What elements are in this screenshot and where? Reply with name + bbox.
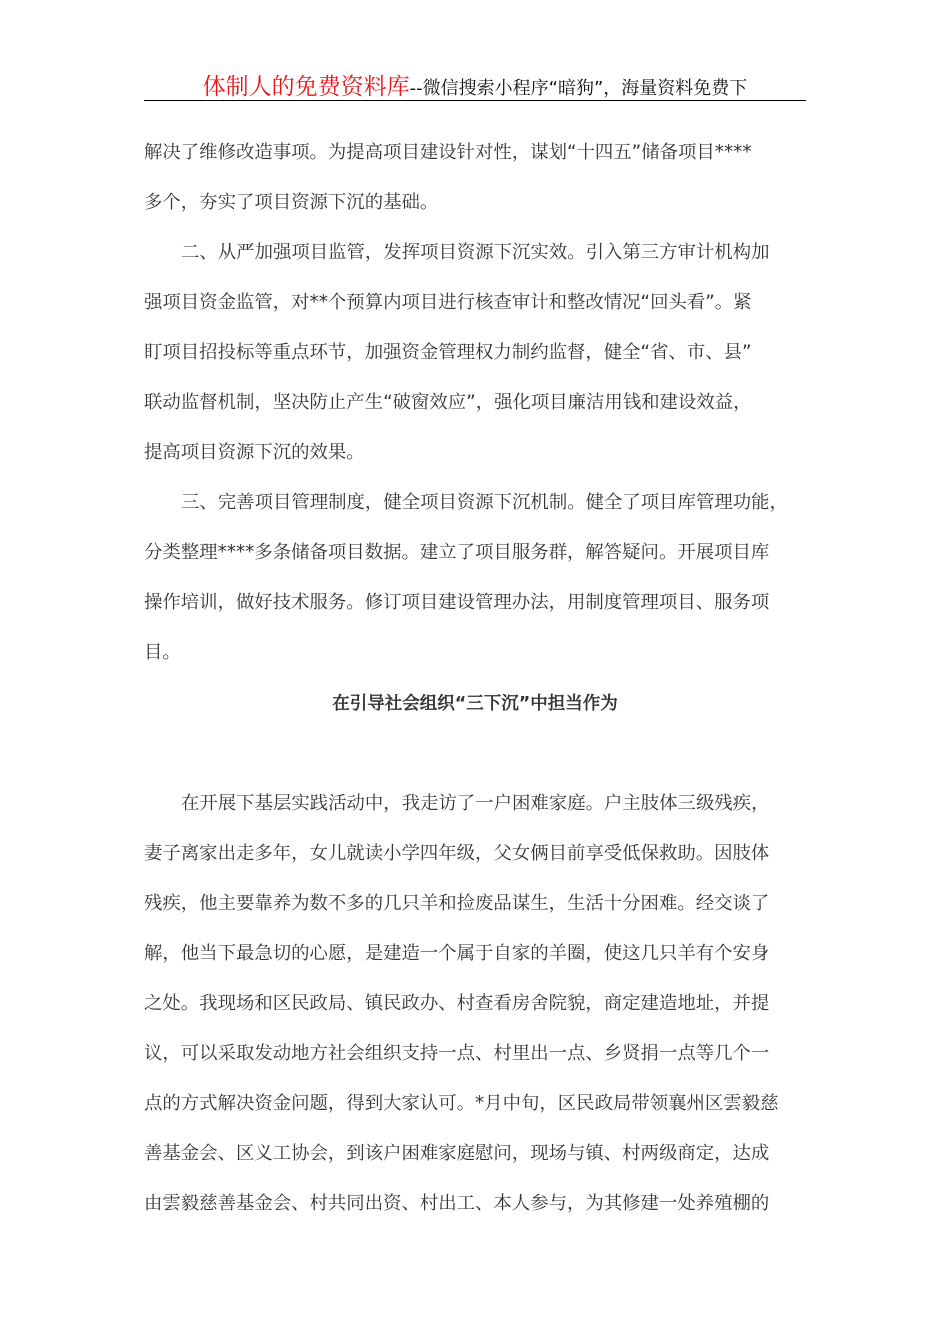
page-header: [144, 68, 806, 101]
paragraph-2: [144, 228, 806, 478]
paragraph-3: [144, 478, 806, 678]
text-line: 解，他当下最急切的心愿，是建造一个属于自家的羊圈，使这几只羊有个安身: [144, 943, 770, 964]
paragraph-4: [144, 779, 806, 1229]
text-line: 分类整理****多条储备项目数据。建立了项目服务群，解答疑问。开展项目库: [144, 542, 770, 563]
text-line: 强项目资金监管，对**个预算内项目进行核查审计和整改情况“回头看”。紧: [144, 292, 752, 313]
text-line: 联动监督机制，坚决防止产生“破窗效应”，强化项目廉洁用钱和建设效益，: [144, 392, 752, 413]
text-line: 善基金会、区义工协会，到该户困难家庭慰问，现场与镇、村两级商定，达成: [144, 1143, 770, 1164]
text-line: 提高项目资源下沉的效果。: [144, 442, 365, 463]
text-line: 盯项目招投标等重点环节，加强资金管理权力制约监督，健全“省、市、县”: [144, 342, 752, 363]
text-line: 目。: [144, 642, 181, 663]
text-line: 之处。我现场和区民政局、镇民政办、村查看房舍院貌，商定建造地址，并提: [144, 993, 770, 1014]
text-line: 解决了维修改造事项。为提高项目建设针对性，谋划“十四五”储备项目****: [144, 142, 752, 163]
text-line: 议，可以采取发动地方社会组织支持一点、村里出一点、乡贤捐一点等几个一: [144, 1043, 770, 1064]
header-tagline: --微信搜索小程序“暗狗”，海量资料免费下: [409, 78, 748, 99]
text-line: 由雲毅慈善基金会、村共同出资、村出工、本人参与，为其修建一处养殖棚的: [144, 1193, 770, 1214]
text-line: 多个，夯实了项目资源下沉的基础。: [144, 192, 439, 213]
document-body: [144, 128, 806, 1229]
paragraph-1: [144, 128, 806, 228]
header-brand: 体制人的免费资料库: [202, 74, 410, 100]
text-line: 在开展下基层实践活动中，我走访了一户困难家庭。户主肢体三级残疾，: [181, 793, 770, 814]
text-line: 残疾，他主要靠养为数不多的几只羊和捡废品谋生，生活十分困难。经交谈了: [144, 893, 770, 914]
text-line: 妻子离家出走多年，女儿就读小学四年级，父女俩目前享受低保救助。因肢体: [144, 843, 770, 864]
section-title: 在引导社会组织“三下沉”中担当作为: [332, 694, 618, 714]
text-line: 点的方式解决资金问题，得到大家认可。*月中旬，区民政局带领襄州区雲毅慈: [144, 1093, 779, 1114]
text-line: 三、完善项目管理制度，健全项目资源下沉机制。健全了项目库管理功能，: [181, 492, 788, 513]
text-line: 二、从严加强项目监管，发挥项目资源下沉实效。引入第三方审计机构加: [181, 242, 770, 263]
text-line: 操作培训，做好技术服务。修订项目建设管理办法，用制度管理项目、服务项: [144, 592, 770, 613]
